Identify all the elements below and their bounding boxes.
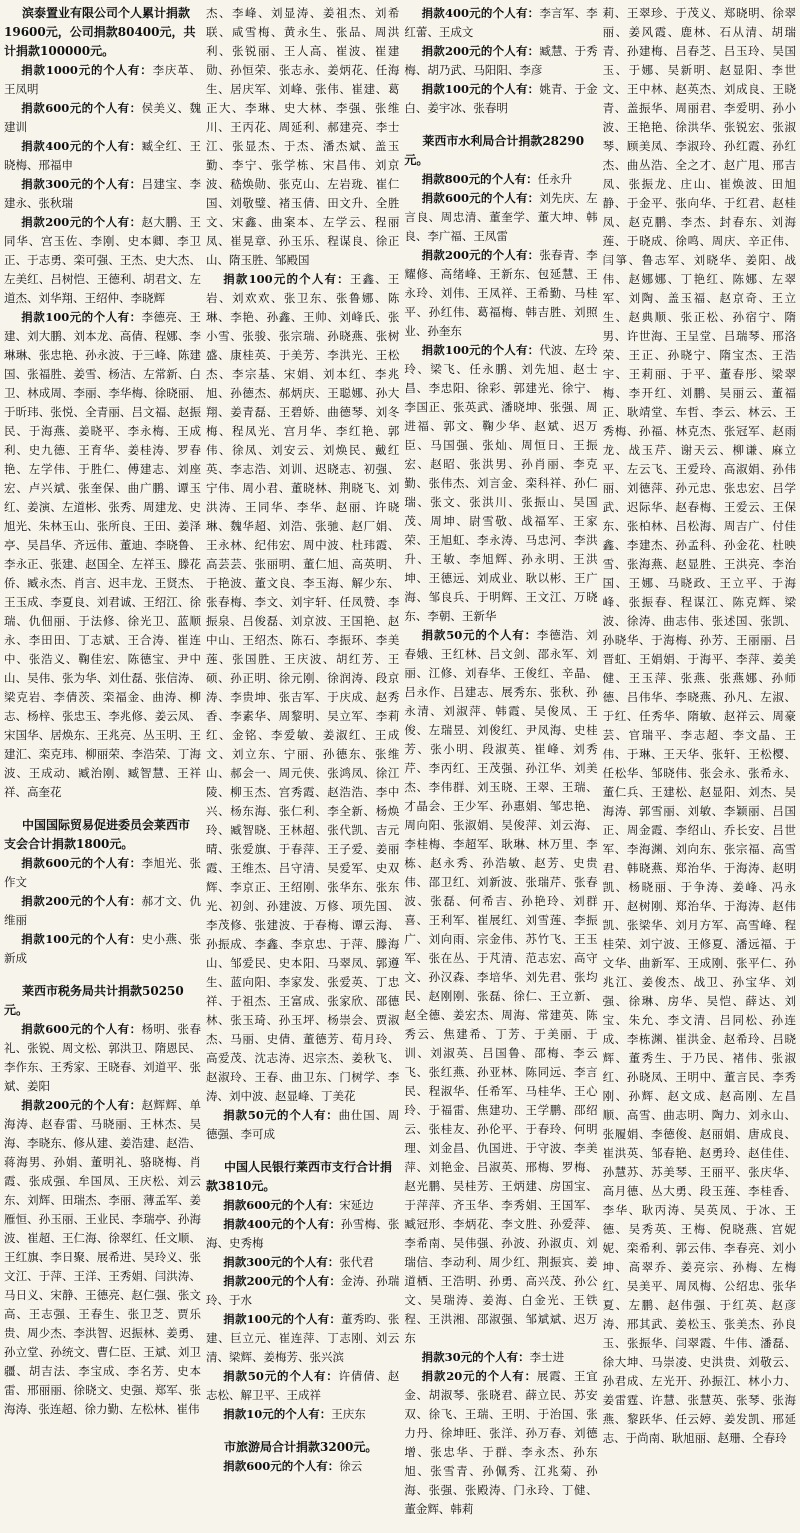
donation-tier-label: 捐款600元的个人有： bbox=[223, 1459, 340, 1473]
column-2 bbox=[206, 4, 399, 1533]
donation-group bbox=[4, 930, 201, 968]
donor-names: 李德亮、王建、刘大鹏、刘本龙、高倩、程娜、李琳琳、张忠艳、孙永波、于三峰、陈建国、张福胜、姜雪、杨洁、左常新、白卫、林成周、李丽、李华梅、徐晓丽、于昕玮、张悦、全青丽、吕文福、赵振民、于海燕、姜晓平、李永梅、王成利、史九德、王育华、姜桂涛、罗春艳、左学伟、于胜仁、傅建志、刘座宏、卢兴斌、张奎保、曲广鹏、谭玉红、姜演、左道彬、张秀、周建龙、史旭光、朱林玉山、张所良、王田、姜泽亭、吴昌华、齐远伟、董迪、李晓鲁、李永正、张建、赵国全、左祥玉、滕花侨、臧永杰、肖言、迟丰龙、王贤杰、王玉成、李夏良、刘君诚、王绍江、徐瑞、仇佃丽、于法修、徐光卫、蓝顺永、李田田、丁志斌、王合涛、崔连中、张浩义、鞠佳宏、陈德宝、尹中山、吴伟、张为华、刘仕磊、张信涛、梁克岩、李倩茨、栾福金、曲涛、柳志、杨梓、张忠玉、李兆修、姜云凤、宋国华、居焕东、王兆亮、丛玉明、王建汇、栾克玮、柳丽荣、李浩荣、丁海波、王成动、臧治刚、臧智慧、王祥祥、高奎花 bbox=[4, 310, 201, 799]
donation-tier-label: 捐款100元的个人有： bbox=[421, 82, 540, 96]
donation-tier-label: 捐款300元的个人有： bbox=[223, 1255, 340, 1269]
donation-article bbox=[4, 4, 201, 802]
donation-group bbox=[4, 61, 201, 99]
donation-tier-label: 捐款800元的个人有： bbox=[421, 172, 538, 186]
donor-names: 金涛、孙瑞玲、于水 bbox=[206, 1274, 400, 1307]
article-title: 中国人民银行莱西市支行合计捐款3810元。 bbox=[206, 1160, 393, 1193]
donation-group bbox=[404, 42, 597, 80]
donation-article bbox=[4, 982, 201, 1419]
donation-group bbox=[206, 1106, 399, 1144]
donation-tier-label: 捐款30元的个人有： bbox=[421, 1350, 530, 1364]
donation-tier-label: 捐款100元的个人有： bbox=[223, 1312, 342, 1326]
donor-names: 侯美义、魏建训 bbox=[4, 101, 201, 134]
donation-tier-label: 捐款600元的个人有： bbox=[223, 1198, 340, 1212]
article-title: 莱西市水利局合计捐款28290元。 bbox=[404, 134, 585, 167]
donor-names: 臧全红、王晓梅、邢福申 bbox=[4, 139, 201, 172]
donor-names: 张代君 bbox=[339, 1255, 374, 1269]
donor-names: 孙雪梅、张海、史秀梅 bbox=[206, 1217, 400, 1250]
donation-tier-label: 捐款10元的个人有： bbox=[223, 1407, 332, 1421]
donation-group bbox=[206, 1272, 399, 1310]
donation-article bbox=[404, 4, 597, 118]
donation-group bbox=[404, 80, 597, 118]
donation-group bbox=[206, 1405, 399, 1424]
donor-names: 董秀昀、张建、巨立元、崔连萍、丁志刚、刘云清、梁辉、姜梅芳、张兴滨 bbox=[206, 1312, 400, 1364]
donor-names: 展霞、王宜金、胡淑琴、张晓君、薛立民、苏安双、徐飞、王瑞、王明、于治国、张力丹、徐坤旺、张洋、孙万春、刘德增、张忠华、于群、李永杰、孙东旭、张雪青、孙佩秀、江兆菊、孙海、张强、张殿涛、门永玲、丁健、董金辉、韩莉 bbox=[404, 1369, 598, 1516]
article-title: 市旅游局合计捐款3200元。 bbox=[224, 1440, 378, 1454]
article-title: 莱西市税务局共计捐款50250元。 bbox=[4, 984, 184, 1017]
donation-group bbox=[206, 1457, 399, 1476]
donation-tier-label: 捐款600元的个人有： bbox=[21, 856, 142, 870]
donation-group bbox=[404, 341, 597, 626]
donation-tier-label: 捐款20元的个人有： bbox=[421, 1369, 537, 1383]
donation-tier-label: 捐款300元的个人有： bbox=[21, 177, 142, 191]
donor-names: 杨明、张春礼、张锐、周文松、郭洪卫、隋恩民、李作东、王秀家、王晓春、刘道平、张斌、姜阳 bbox=[4, 1022, 201, 1093]
donor-names: 姚青、于金白、姜宇冰、张春明 bbox=[404, 82, 598, 115]
donation-tier-label: 捐款400元的个人有： bbox=[223, 1217, 342, 1231]
donation-group bbox=[206, 4, 399, 270]
donation-tier-label: 捐款100元的个人有： bbox=[223, 272, 350, 286]
donation-group bbox=[4, 892, 201, 930]
donation-group bbox=[4, 854, 201, 892]
donation-article bbox=[206, 1438, 399, 1476]
donor-names: 杰、李峰、刘显涛、姜祖杰、刘希联、咸雪梅、黄永生、张品、周洪利、张锐丽、王人高、崔波、崔建勋、孙恒荣、张志永、姜炳花、任海生、居庆军、刘峰、张伟、崔建、葛正大、李琳、史大林、李强、张维川、王丙花、周延利、郝建亮、李士江、张显杰、于杰、潘杰斌、盖玉勤、李宁、张学栋、宋昌伟、刘京波、嵇焕勋、张克山、左岩珑、崔仁国、刘敬璧、褚玉倩、田文升、全胜文、宋鑫、曲案本、左学云、程丽凤、崔晃章、孙玉乐、程谋良、徐正山、隋玉胜、邹殿国 bbox=[206, 6, 400, 267]
donor-names: 曲仕国、周德强、李可成 bbox=[206, 1108, 400, 1141]
donation-tier-label: 捐款50元的个人有： bbox=[223, 1369, 339, 1383]
donation-group bbox=[206, 270, 399, 1106]
donation-group bbox=[4, 1020, 201, 1096]
donation-group bbox=[4, 308, 201, 802]
donation-group bbox=[404, 4, 597, 42]
donation-tier-label: 捐款200元的个人有： bbox=[21, 1098, 142, 1112]
donor-names: 代波、左玲玲、梁飞、任永鹏、刘先旭、赵士昌、李忠阳、徐彩、郭建光、徐宁、李国正、张英武、潘晓坤、张强、周进福、郭文、鞠少华、赵斌、迟万臣、马国强、张灿、周恒日、王振宏、赵昭、张洪男、孙肖丽、李克勤、张伟杰、刘言金、栾科祥、孙仁瑞、张文、张洪川、张振山、吴国茂、周坤、尉雪敬、战福军、王家荣、王旭虹、李永涛、马忠河、李洪升、王敏、李旭辉、孙永明、王洪坤、王德远、刘成业、耿以彬、王广海、邹良兵、于明辉、王文江、万晓东、李朝、王新华 bbox=[404, 343, 598, 623]
donor-names: 莉、王翠珍、于茂义、郑晓明、徐翠丽、姜风霞、鹿林、石从清、胡瑞青、孙建梅、吕春芝、吕玉玲、吴国玉、于娜、吴新明、赵显阳、李世文、王中林、赵英杰、刘成良、王晓青、盖振华、周丽君、李爱明、孙小波、王艳艳、徐洪华、张锐宏、张淑琴、顾美凤、李淑玲、孙红霞、孙红杰、曲丛浩、全之才、赵广甩、邢吉凤、张振龙、庄山、崔焕波、田旭静、于金平、张向华、于红君、赵桂凤、赵克鹏、李杰、封春东、刘海莲、于晓成、徐鸣、周庆、辛正伟、闫箏、鲁志军、刘晓华、姜阳、战伟、赵娜娜、丁艳红、陈娜、左翠军、刘陶、盖玉福、赵京奇、王立生、赵典顺、张正松、孙宿宁、隋男、许世海、王呈堂、吕瑞琴、邢洛荣、王正、孙晓宁、隋宝杰、王浩宇、王莉丽、于平、董春彤、梁翠梅、李开红、刘鹏、吴丽云、董福正、耿靖堂、车哲、李云、林云、王秀梅、孙福、林克杰、张冠军、赵雨龙、战玉芹、谢天云、柳谦、麻立平、左云飞、王爱玲、高淑娟、孙伟丽、刘德萍、孙元忠、张忠宏、吕学武、迟际华、赵春梅、王爱云、王保东、张柏林、吕松海、周吉广、付佳鑫、李建杰、孙孟科、孙金花、杜映雪、张海燕、赵显胜、王洪亮、李治国、王娜、马晓政、王立平、于海峰、张振春、程谋江、陈克辉、梁波、徐涛、曲志伟、张述国、张凯、孙晓华、于海梅、孙芳、王丽丽、吕晋虹、王娟娟、于海平、李萍、姜美健、王玉萍、张燕、张燕娜、孙师德、吕伟华、李晓燕、孙凡、左淑、于红、任秀华、隋敏、赵祥云、周豪芸、官瑞平、李志超、李文晶、王伟、于琳、王天华、张轩、王松樱、任松华、邹晓伟、张会永、张希永、董仁兵、王建松、赵显阳、刘杰、吴海涛、郭雪丽、刘敏、李颖丽、吕国正、周金霞、李绍山、乔长安、吕世军、李海渊、刘向东、张宗福、高雪君、韩晓燕、郑治华、于海涛、赵明凯、杨晓丽、于争涛、姜峰、冯永开、赵树刚、郑治华、于海涛、赵伟凯、张梁华、刘月方军、高雪峰、程桂荣、刘宁波、王修夏、潘远福、于文华、曲新军、王成刚、张平仁、孙兆江、姜俊杰、战卫、孙宝华、刘强、徐琳、房华、吴恺、薛达、刘宝、朱允、李文清、吕同松、孙连成、李栋渊、崔洪金、赵希玲、吕晓辉、董秀生、于乃民、褚伟、张淑红、孙晓凤、王明中、董言民、李秀刚、孙辉、赵文成、赵高刚、左昌顺、高雪、曲志明、陶力、刘永山、张履娟、李德俊、赵丽娟、唐成良、崔洪英、邹春艳、赵勇玲、赵佳佳、孙慧苏、苏美琴、王丽平、张庆华、高月德、丛大勇、段玉莲、李桂香、李华、耿丙涛、吴英凤、于冰、王德、吴秀英、王梅、倪晓燕、宫妮妮、栾希利、郭云伟、李春亮、刘小坤、高翠乔、姜亮宗、孙梅、左梅红、吴美平、周凤梅、公绍忠、张华夏、左鹏、赵伟强、于红英、赵彦涛、邢其武、姜松玉、张美杰、孙良玉、张振华、闫翠霞、牛伟、潘磊、徐大坤、马崇凌、史洪贵、刘敬云、孙君成、左光开、孙振江、林小力、姜雷霆、许慧、张慧英、张琴、张海燕、黎跃华、任云婷、姜发凯、邢延志、于尚南、耿旭丽、赵珊、仝春玲 bbox=[602, 6, 796, 1445]
donation-tier-label: 捐款600元的个人有： bbox=[21, 1022, 142, 1036]
donation-article bbox=[404, 132, 597, 1519]
donation-group bbox=[4, 99, 201, 137]
column-4 bbox=[603, 4, 796, 1533]
donor-names: 吕建宝、李建永、张秋瑞 bbox=[4, 177, 201, 210]
donor-names: 王庆东 bbox=[331, 1407, 366, 1421]
donation-group bbox=[404, 1367, 597, 1519]
donor-names: 郝才文、仇维丽 bbox=[4, 894, 201, 927]
donation-article bbox=[4, 816, 201, 968]
donor-names: 徐云 bbox=[339, 1459, 363, 1473]
donation-tier-label: 捐款600元的个人有： bbox=[21, 101, 142, 115]
donor-names: 李德浩、刘春娥、王红林、吕文剑、邵永军、刘丽、江修、刘春华、王俊红、辛晶、吕永作、吕建志、展秀东、张秋、孙永清、刘淑萍、韩霞、吴俊凤、王俊、左瑞昱、刘俊红、尹凤海、史桂芳、张小明、段淑英、崔峰、刘秀芹、李丙红、王茂强、孙江华、刘美杰、李伟群、刘玉晓、王翠、王瑞、才晶会、王少军、孙惠娟、邹忠艳、周向阳、张淑娟、吴俊萍、刘云海、李桂梅、李超军、耿琳、林万里、李栋、赵永秀、孙浩敏、赵芳、史贵伟、邵卫红、刘新波、张瑞芹、张春波、张磊、何希吉、孙艳玲、刘群喜、王利军、崔展红、刘雪莲、李振广、刘向雨、宗金伟、苏竹飞、王玉军、张在丛、于芃清、范志宏、高守文、孙汉森、李培华、刘先君、张均民、赵刚刚、张磊、徐仁、王立新、赵全德、姜宏杰、周海、常建英、陈秀云、焦建希、丁芳、于美丽、于训、刘淑英、吕国鲁、邵梅、李云飞、张红燕、孙亚林、陈同远、李言民、程淑华、任希军、马桂华、王心玲、于福雷、焦建功、王学鹏、邵绍云、张桂友、孙伦平、于春玲、何明理、刘金昌、仇国进、于守波、李美萍、刘艳金、吕淑英、邢梅、罗梅、赵光鹏、吴桂芳、王炳建、房国宝、于萍萍、齐玉华、李秀娟、王国军、臧冠形、李炳花、李文胜、孙爱萍、李希南、吴伟强、孙波、孙淑贞、刘瑞信、李动利、周少红、荆振宾、姜道栖、王浩明、孙勇、高兴茂、孙公文、吴瑞涛、姜海、白金光、王铁程、王洪湘、邵淑强、邹斌斌、迟万东 bbox=[404, 628, 598, 1345]
donor-names: 李庆革、王凤明 bbox=[4, 63, 201, 96]
donation-tier-label: 捐款200元的个人有： bbox=[421, 248, 540, 262]
donation-group bbox=[4, 137, 201, 175]
donation-article bbox=[206, 1158, 399, 1424]
donation-article bbox=[603, 4, 796, 1448]
donor-names: 赵大鹏、王同华、宫玉佐、李刚、史本卿、李卫正、于志勇、栾可强、王杰、史大杰、左美红、吕树恺、王德利、胡君文、左道杰、刘华翔、王绍仲、李晓辉 bbox=[4, 215, 201, 305]
donation-tier-label: 捐款200元的个人有： bbox=[21, 215, 142, 229]
donation-tier-label: 捐款100元的个人有： bbox=[21, 932, 142, 946]
donation-tier-label: 捐款200元的个人有： bbox=[21, 894, 142, 908]
donation-group bbox=[206, 1367, 399, 1405]
donor-names: 任永升 bbox=[537, 172, 573, 186]
donation-group bbox=[603, 4, 796, 1448]
donation-tier-label: 捐款200元的个人有： bbox=[421, 44, 540, 58]
donation-tier-label: 捐款600元的个人有： bbox=[421, 191, 540, 205]
column-3 bbox=[404, 4, 597, 1533]
donation-group bbox=[404, 626, 597, 1348]
article-title: 中国国际贸易促进委员会莱西市支会合计捐款1800元。 bbox=[4, 818, 191, 851]
donation-tier-label: 捐款100元的个人有： bbox=[421, 343, 540, 357]
donor-names: 赵辉辉、单海涛、赵春雷、马晓丽、王林杰、吴海、李晓东、修从建、姜浩建、赵浩、蒋海男、孙娟、董明礼、骆晓梅、肖霞、张成强、牟国凤、王庆松、刘云东、刘辉、田瑞杰、李丽、薄孟军、姜雁恒、孙玉丽、王业民、李瑞亭、孙海波、崔超、王仁海、徐翠红、任文顺、王红旗、李日聚、展希进、吴玲义、张文江、于萍、王洋、王秀娟、闫洪涛、马日义、宋静、王德亮、赵仁强、张文高、王志强、王春生、张卫芝、贾乐贵、周少杰、李洪智、迟振林、姜勇、孙立堂、孙统文、曹仁臣、王斌、刘卫疆、胡吉法、李宝成、李名芳、史本雷、邢丽丽、徐晓文、史强、郑军、张海涛、张连超、徐力勤、左松林、崔伟 bbox=[4, 1098, 201, 1416]
donation-group bbox=[206, 1215, 399, 1253]
column-1 bbox=[4, 4, 201, 1533]
donor-names: 李言军、李红蕾、王成文 bbox=[404, 6, 598, 39]
donation-group bbox=[404, 189, 597, 246]
donation-tier-label: 捐款50元的个人有： bbox=[223, 1108, 339, 1122]
donation-group bbox=[4, 213, 201, 308]
donor-names: 臧慧、于秀梅、胡乃武、马阳阳、李彦 bbox=[404, 44, 598, 77]
donation-article bbox=[206, 4, 399, 1144]
donor-names: 王鑫、王岩、刘欢欢、张卫东、张鲁娜、陈琳、李艳、孙鑫、王帅、刘峰氏、张小雪、张骏、张宗瑞、孙晓燕、张树盛、康桂英、于美芳、李洪光、王松杰、李宗基、宋娟、刘本红、李兆旭、孙德杰、郝炳庆、王聪娜、孙大翔、姜青磊、王碧娇、曲德琴、刘冬梅、程凤光、宫月华、李红艳、郭伟、徐凤、刘安云、刘焕民、戴红英、李志浩、刘训、迟晓志、初强、宁伟、周小君、董晓林、荆晓飞、刘洪涛、王同华、李华、赵丽、许晓琳、魏华超、刘浩、张驰、赵厂娟、王永林、纪伟宏、周中波、杜玮霞、高芸芸、张丽明、董仁旭、高英明、于艳波、董文良、李玉海、解少东、张春梅、李文、刘宇轩、任凤赞、李振泉、吕俊磊、刘京波、王国艳、赵中山、王绍杰、陈石、李振环、李美莲、张国胜、王庆波、胡红芳、王硕、孙正明、徐元刚、徐润涛、段京涛、李贵坤、张吉军、于庆成、赵秀香、李素华、周黎明、吴立军、李莉红、金铭、李爱敏、姜淑红、王成文、刘立东、宁丽、孙德东、张维山、郝会一、周元侠、张鸿凤、徐江陵、柳玉杰、宫秀霞、赵浩浩、李中兴、杨东海、张仁利、李全新、杨焕玲、臧智晓、王林超、张代凯、吉元晴、张爱旗、于春萍、王子爱、姜丽霞、王维杰、吕守清、吴爱军、史双辉、李京正、王绍刚、张华东、张东光、初剑、孙建波、万修、项先国、李茂修、张建波、于春梅、谭云海、孙振成、李鑫、李京忠、于萍、滕海山、邹爱民、史本阳、马翠凤、郭遵生、蓝向阳、李家发、张爱英、丁忠祥、于祖杰、王富成、张家欣、邵德林、张玉琦、孙玉坪、杨崇会、贾淑杰、马丽、史倩、董德芳、荀月玲、高爱茂、沈志涛、迟宗杰、姜秋飞、赵淑玲、王春、曲卫东、门树学、李涛、刘中波、赵显峰、丁美花 bbox=[206, 272, 400, 1103]
donor-names: 李士进 bbox=[529, 1350, 565, 1364]
donation-tier-label: 捐款200元的个人有： bbox=[223, 1274, 342, 1288]
donation-group bbox=[4, 1096, 201, 1419]
donation-tier-label: 捐款400元的个人有： bbox=[421, 6, 540, 20]
donation-group bbox=[206, 1196, 399, 1215]
donation-group bbox=[206, 1310, 399, 1367]
donor-names: 李旭光、张作文 bbox=[4, 856, 201, 889]
donation-group bbox=[404, 1348, 597, 1367]
donation-group bbox=[206, 1253, 399, 1272]
donation-tier-label: 捐款50元的个人有： bbox=[421, 628, 537, 642]
donor-names: 宋延边 bbox=[339, 1198, 374, 1212]
donation-group bbox=[4, 175, 201, 213]
donation-tier-label: 捐款400元的个人有： bbox=[21, 139, 142, 153]
donation-tier-label: 捐款1000元的个人有： bbox=[21, 63, 153, 77]
donor-names: 许倩倩、赵志松、解卫平、王成祥 bbox=[206, 1369, 400, 1402]
donation-tier-label: 捐款100元的个人有： bbox=[21, 310, 142, 324]
donation-group bbox=[404, 246, 597, 341]
article-title: 滨泰置业有限公司个人累计捐款19600元，公司捐款80400元，共计捐款100000元。 bbox=[4, 6, 196, 58]
donation-group bbox=[404, 170, 597, 189]
donor-names: 史小燕、张新成 bbox=[4, 932, 201, 965]
donor-names: 刘先庆、左言良、周忠清、董奎学、董大坤、韩良、李广福、王凤雷 bbox=[404, 191, 598, 243]
donor-names: 张春青、李耀修、高绪峰、王新东、包延慧、王永玲、刘伟、王凤祥、王希勤、马桂平、孙红伟、葛福梅、韩吉胜、刘照业、孙奎东 bbox=[404, 248, 598, 338]
